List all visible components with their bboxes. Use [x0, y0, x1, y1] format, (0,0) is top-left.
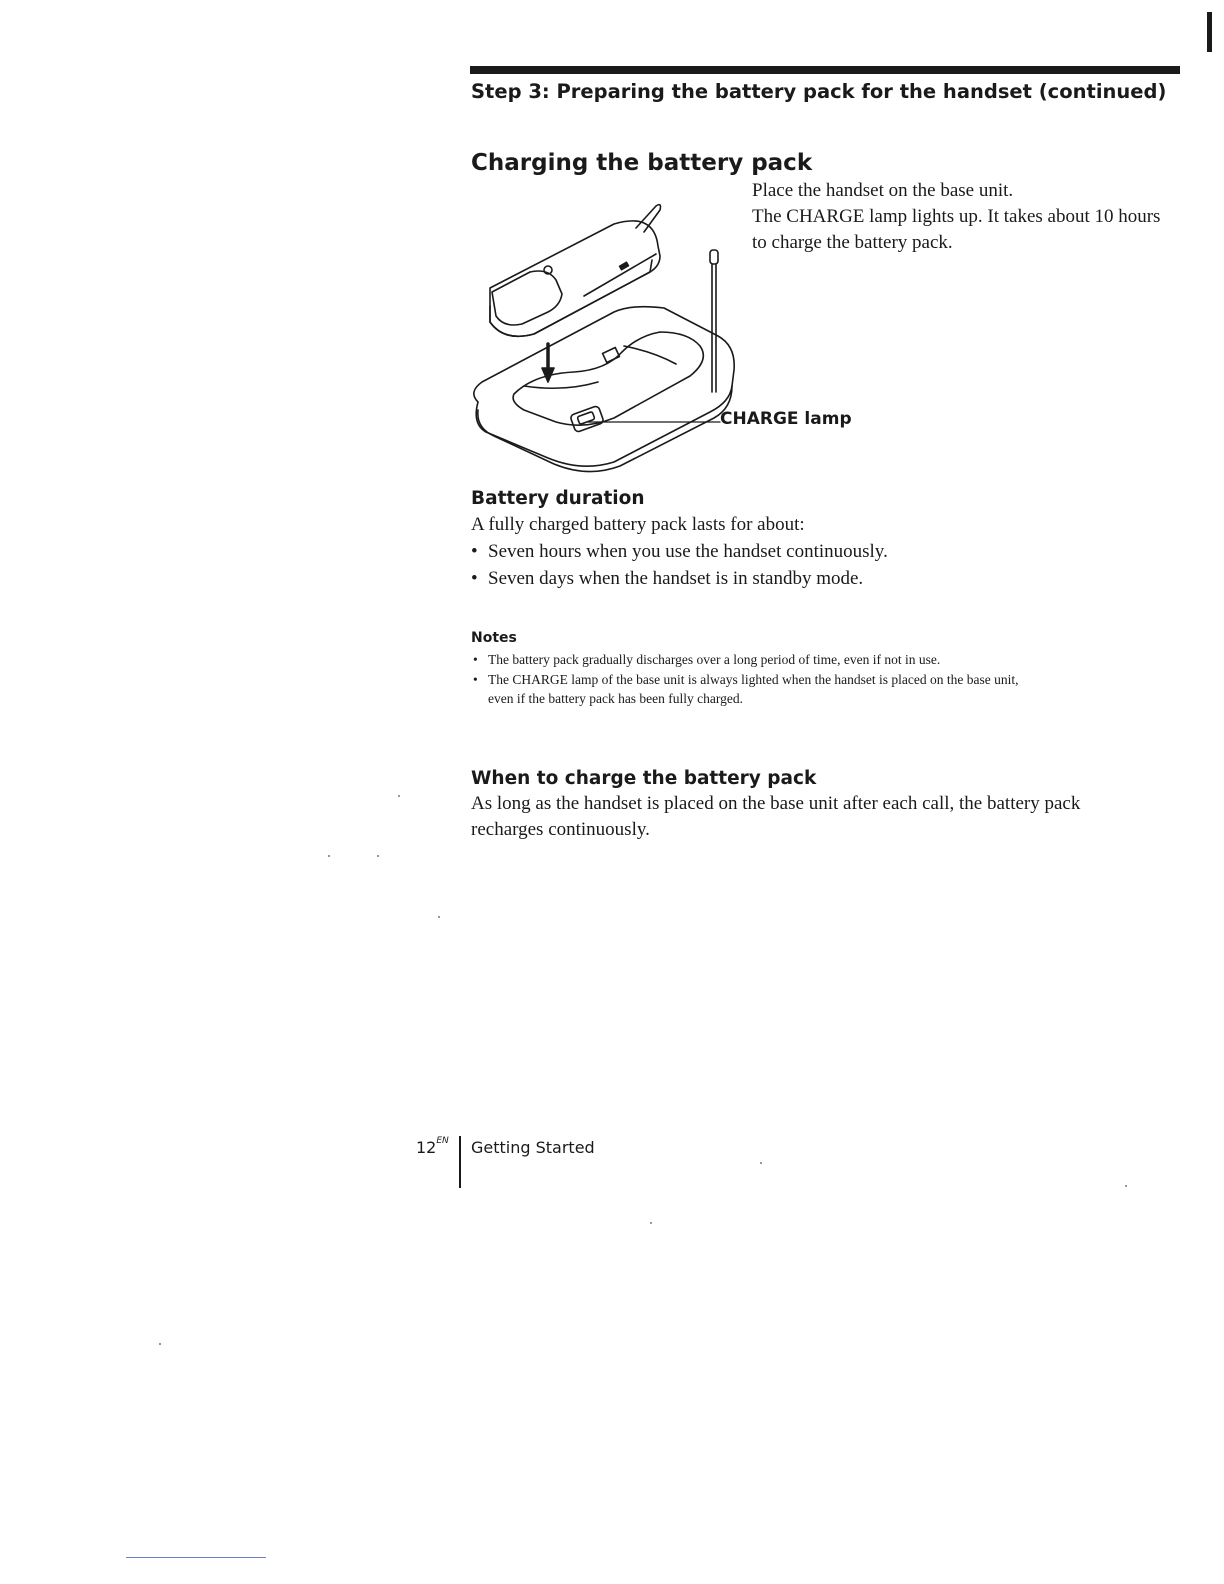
- intro-line-1: Place the handset on the base unit.: [752, 180, 1014, 201]
- battery-duration-heading: Battery duration: [471, 488, 645, 509]
- note-item: • The CHARGE lamp of the base unit is always lighted when the handset is placed on the base unit, even if the battery pack has been fully charged.: [471, 670, 1031, 709]
- scan-speck: [328, 855, 330, 857]
- list-item: • Seven days when the handset is in standby mode.: [471, 565, 888, 592]
- page-number-value: 12: [416, 1138, 437, 1157]
- when-to-charge-text: As long as the handset is placed on the base unit after each call, the battery pack recharges continuously.: [471, 793, 1081, 840]
- header-rule: [470, 66, 1180, 74]
- base-cradle: [513, 332, 703, 425]
- section-header: Step 3: Preparing the battery pack for the handset (continued): [471, 80, 1167, 103]
- base-unit-drawing: [474, 307, 734, 472]
- intro-line-2: The CHARGE lamp lights up. It takes about 10 hours to charge the battery pack.: [752, 206, 1161, 253]
- base-contact: [603, 348, 620, 363]
- scan-speck: [438, 916, 440, 918]
- intro-text: [752, 178, 1172, 256]
- base-outline: [474, 307, 734, 467]
- charge-lamp-housing: [570, 405, 604, 432]
- handset-drawing: [490, 205, 661, 337]
- scan-speck: [377, 855, 379, 857]
- footer-section-name: Getting Started: [471, 1138, 595, 1157]
- page-edge-mark: [1207, 12, 1212, 52]
- charge-lamp-callout: CHARGE lamp: [720, 409, 852, 429]
- handset-body: [490, 221, 660, 336]
- footer-rule: [126, 1557, 266, 1558]
- page-number: [416, 1138, 449, 1157]
- when-to-charge-heading: When to charge the battery pack: [471, 768, 817, 789]
- scan-speck: [159, 1343, 161, 1345]
- handset-top-plate: [492, 271, 562, 325]
- notes-list: [471, 650, 1031, 709]
- handset-antenna: [636, 205, 661, 232]
- notes-heading: Notes: [471, 630, 517, 646]
- page-title: Charging the battery pack: [471, 150, 813, 176]
- handset-base-illustration: [464, 196, 754, 474]
- handset-side-button: [620, 262, 629, 269]
- scan-speck: [1125, 1185, 1127, 1187]
- battery-duration-list: [471, 538, 888, 592]
- footer-divider: [459, 1136, 461, 1188]
- base-side: [478, 386, 732, 472]
- base-antenna-drawing: [710, 250, 718, 392]
- battery-duration-lead: A fully charged battery pack lasts for about:: [471, 514, 805, 535]
- scan-speck: [650, 1222, 652, 1224]
- note-item: • The battery pack gradually discharges over a long period of time, even if not in use.: [471, 650, 1031, 670]
- page-number-suffix: EN: [436, 1136, 449, 1146]
- scan-speck: [398, 795, 400, 797]
- list-item: • Seven hours when you use the handset continuously.: [471, 538, 888, 565]
- scan-speck: [760, 1162, 762, 1164]
